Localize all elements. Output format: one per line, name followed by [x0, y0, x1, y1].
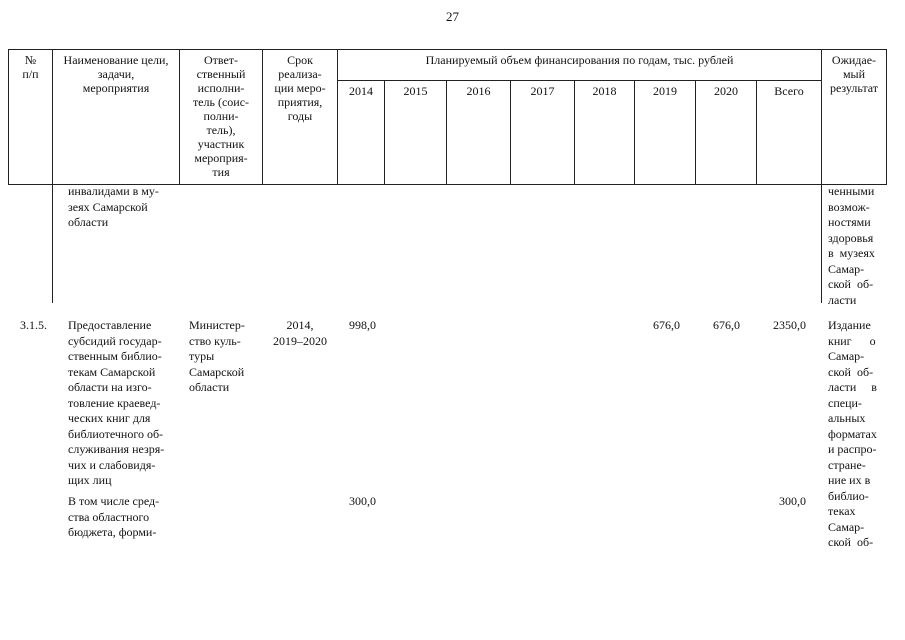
header-year-2014: 2014 [349, 84, 373, 98]
row-value-total: 2350,0 [773, 318, 806, 332]
incl-value-2014: 300,0 [349, 494, 376, 508]
header-year-2016: 2016 [466, 84, 491, 98]
row-value-2020: 676,0 [713, 318, 740, 332]
row-value-2019: 676,0 [653, 318, 680, 332]
header-executor: Ответ- ственный исполни- тель (соис- полни- тель), участник мероприя- тия [192, 53, 250, 179]
page-number: 27 [446, 9, 459, 24]
row-term: 2014, 2019–2020 [273, 318, 327, 348]
row-name: Предоставление субсидий государ- ственным библио- текам Самарской области на изго- товление краевед- ческих книг для библиотечного об- служивания незря- чих и слабовидя- щих лиц [68, 318, 165, 487]
header-year-2020: 2020 [714, 84, 738, 98]
header-name: Наименование цели, задачи, мероприятия [63, 53, 169, 95]
header-result: Ожидае- мый результат [829, 53, 879, 95]
row-result: Издание книг о Самар- ской об- ласти в специ- альных форматах и распро- стране- ние их в библио- теках Самар- ской об- [828, 318, 877, 549]
header-term: Срок реализа- ции меро- приятия, годы [274, 53, 326, 123]
header-year-2019: 2019 [653, 84, 677, 98]
incl-row-name: В том числе сред- ства областного бюджета, форми- [68, 494, 160, 539]
header-year-2015: 2015 [403, 84, 428, 98]
header-year-2017: 2017 [530, 84, 555, 98]
header-financing: Планируемый объем финансирования по годам, тыс. рублей [425, 53, 734, 67]
row-number: 3.1.5. [20, 318, 47, 332]
continuation-name: инвалидами в му- зеях Самарской области [68, 184, 159, 229]
incl-value-total: 300,0 [779, 494, 806, 508]
header-num: № п/п [22, 53, 39, 81]
row-executor: Министер- ство куль- туры Самарской области [189, 318, 245, 394]
continuation-result: ченными возмож- ностями здоровья в музеях Самар- ской об- ласти [828, 184, 875, 307]
header-total: Всего [774, 84, 804, 98]
header-year-2018: 2018 [592, 84, 617, 98]
row-value-2014: 998,0 [349, 318, 376, 332]
